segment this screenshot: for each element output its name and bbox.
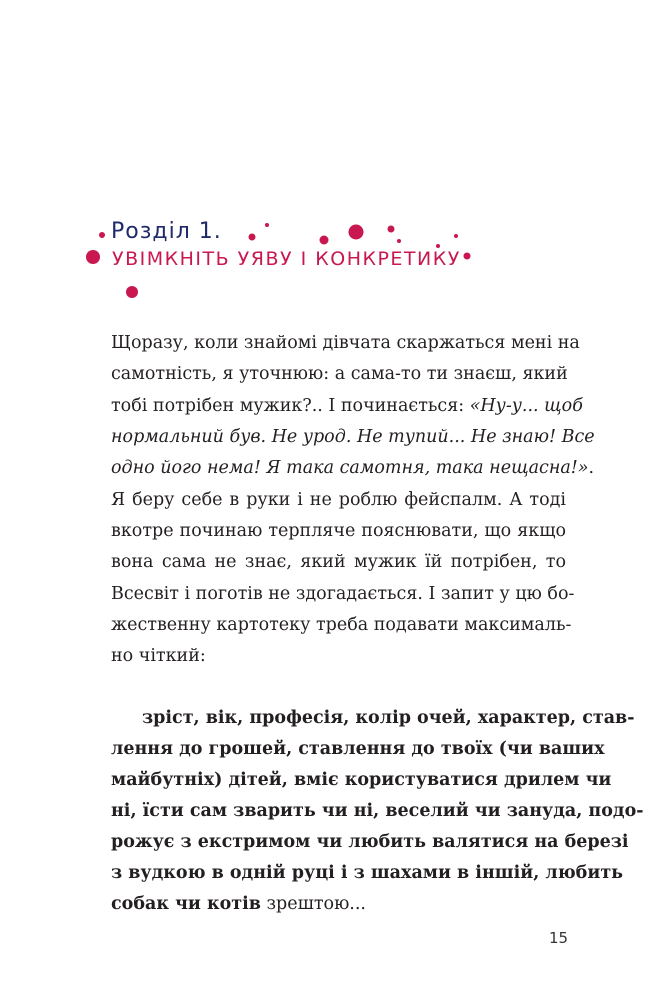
bubble	[86, 250, 100, 264]
list-line: ні, їсти сам зварить чи ні, веселий чи зануда, подо-	[111, 801, 644, 821]
list-line: зріст, вік, професія, колір очей, характер, став-	[142, 708, 635, 728]
bubble	[249, 234, 256, 241]
list-text: собак чи котів	[111, 894, 261, 914]
body-text: .	[588, 458, 595, 478]
body-line: вона сама не знає, який мужик їй потрібен, то	[111, 552, 566, 572]
body-line: самотність, я уточнюю: а сама-то ти знаєш, який	[111, 364, 568, 384]
body-text: зрештою...	[260, 894, 366, 914]
page-number: 15	[549, 929, 569, 947]
bubble	[397, 239, 401, 243]
bubble	[126, 286, 138, 298]
list-line: з вудкою в одній руці і з шахами в іншій, любить	[111, 863, 624, 883]
bubble	[454, 234, 458, 238]
list-line: рожує з екстримом чи любить валятися на березі	[111, 832, 629, 852]
list-line: лення до грошей, ставлення до твоїх (чи ваших	[111, 739, 605, 759]
body-line: жественну картотеку треба подавати максималь-	[111, 615, 572, 635]
body-line	[111, 395, 583, 417]
chapter-label: Розділ 1.	[111, 219, 222, 244]
quote-line	[111, 457, 595, 479]
bubble	[388, 226, 395, 233]
quote-line: нормальний був. Не урод. Не тупий... Не знаю! Все	[111, 427, 595, 447]
body-line: вкотре починаю терпляче пояснювати, що якщо	[111, 521, 566, 541]
body-line: Я беру себе в руки і не роблю фейспалм. А тоді	[111, 490, 566, 510]
bubble	[349, 225, 364, 240]
body-line: Щоразу, коли знайомі дівчата скаржаться мені на	[111, 333, 580, 353]
bubble	[320, 236, 329, 245]
chapter-title: УВІМКНІТЬ УЯВУ І КОНКРЕТИКУ	[112, 248, 461, 270]
decorative-bubbles	[0, 0, 658, 320]
quote-text: одно його нема! Я така самотня, така нещасна!»	[111, 458, 589, 478]
body-text: тобі потрібен мужик?.. І починається:	[111, 396, 470, 416]
quote-text: «Ну-у... щоб	[469, 396, 583, 416]
bubble	[265, 223, 269, 227]
bubble	[99, 232, 105, 238]
body-line: Всесвіт і поготів не здогадається. І запит у цю бо-	[111, 584, 575, 604]
body-line: но чіткий:	[111, 646, 206, 666]
list-line	[111, 893, 566, 915]
list-line: майбутніх) дітей, вміє користуватися дрилем чи	[111, 770, 612, 790]
bubble	[464, 253, 471, 260]
